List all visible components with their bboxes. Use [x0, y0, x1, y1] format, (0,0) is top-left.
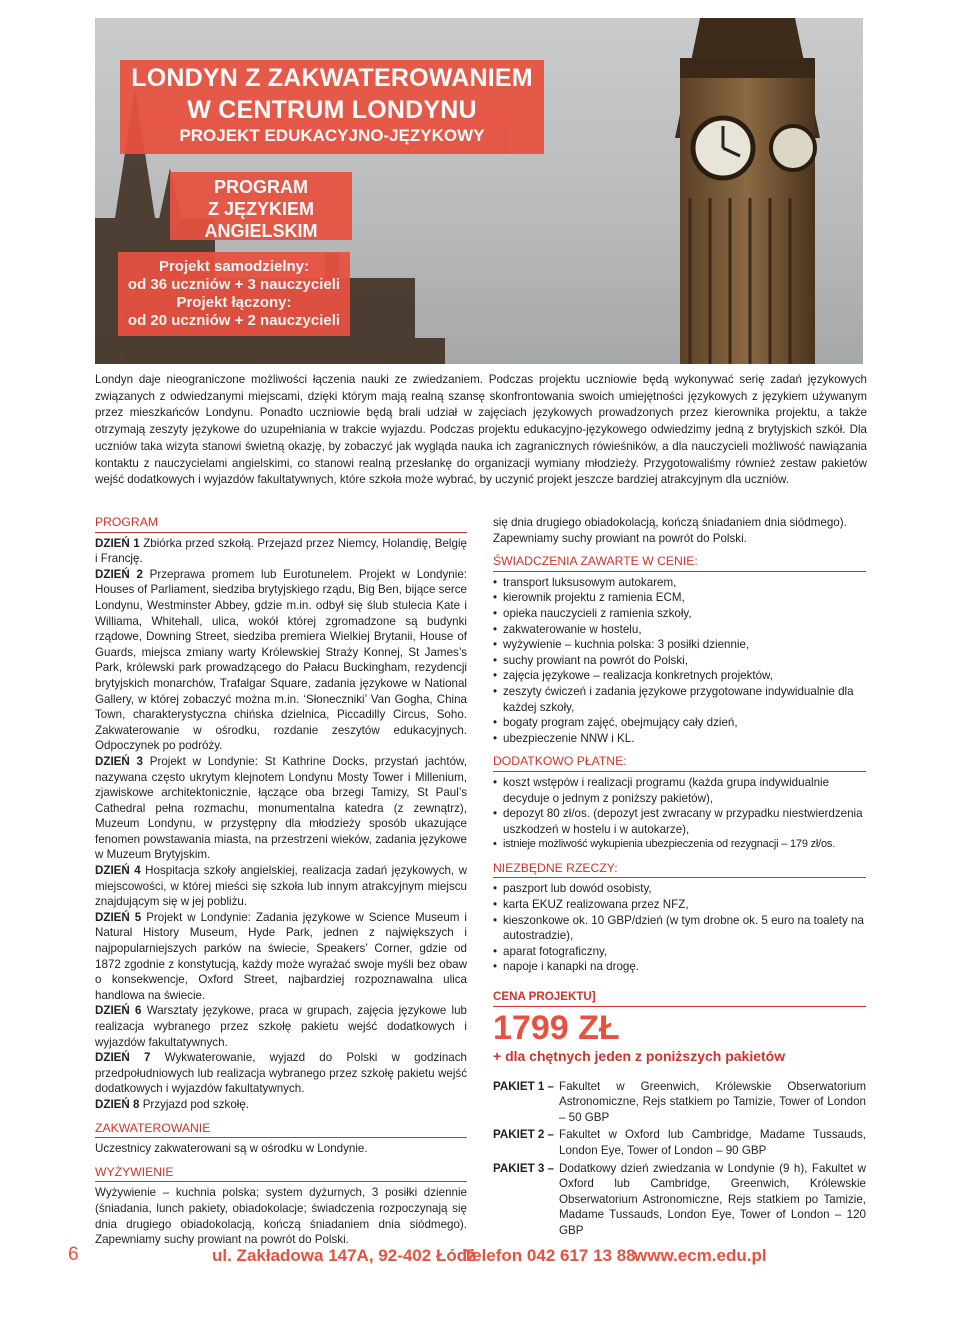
- list-item: • zakwaterowanie w hostelu,: [493, 622, 866, 638]
- package-label: PAKIET 3 –: [493, 1161, 554, 1175]
- day-item: DZIEŃ 2 Przeprawa promem lub Eurotunelem. Projekt w Londynie: Houses of Parliament, siedziba brytyjskiego rządu, Big Ben, bijące serce Londynu, Westminster Abbey, gdzie m.in. odbył się ślub stulecia Kate i Williama, Whitehall, ulica, wokół której zgromadzone są budynki rządowe, Downing Street, siedziba premiera Wielkiej Brytanii, House of Guards, miejsca zmiany warty Królewskiej Straży Konnej, St James’s Park, królewski park prowadzącego do Pałacu Buckingham, rezydencji brytyjskich monarchów, Trafalgar Square, zadania językowe w National Gallery, w której zobaczyć można m.in. ‘Słoneczniki’ Van Gogha, China Town, charakterystyczna chińska dzielnica, Piccadilly Circus, Soho. Zakwaterowanie w ośrodku, rozdanie zeszytów edukacyjnych. Odpoczynek po podróży.: [95, 567, 467, 753]
- left-column: [95, 515, 467, 1247]
- project-line4: od 20 uczniów + 2 nauczycieli: [127, 312, 341, 329]
- list-item: • napoje i kanapki na drogę.: [493, 959, 866, 975]
- package-row: [493, 1079, 866, 1126]
- list-item: • depozyt 80 zł/os. (depozyt jest zwracany w przypadku niestwierdzenia uszkodzeń w hostelu i w autokarze),: [493, 806, 866, 837]
- day-item: DZIEŃ 3 Projekt w Londynie: St Kathrine Docks, przystań jachtów, nazywana często ukrytym klejnotem Londynu Mosty Tower i Millenium, zjawiskowe architektonicznie, łączące oba brzegi Tamizy, St Paul’s Cathedral pełna rozmachu, monumentalna katedra (z zewnątrz), Muzeum Londynu, w przystępny dla młodzieży sposób ukazujące fenomen powstawania miasta, na przestrzeni wieków, zadania językowe w Muzeum Brytyjskim.: [95, 754, 467, 862]
- list-item: • zajęcia językowe – realizacja konkretnych projektów,: [493, 668, 866, 684]
- zakwaterowanie-heading: ZAKWATEROWANIE: [95, 1121, 467, 1139]
- list-item: • wyżywienie – kuchnia polska: 3 posiłki dziennie,: [493, 637, 866, 653]
- list-item: • istnieje możliwość wykupienia ubezpieczenia od rezygnacji – 179 zł/os.: [493, 837, 866, 853]
- day-item: DZIEŃ 7 Wykwaterowanie, wyjazd do Polski w godzinach przedpołudniowych lub realizacja wybranego przez szkołę pakietu wejść dodatkowych i wyjazdów fakultatywnych.: [95, 1051, 467, 1096]
- project-line3: Projekt łączony:: [176, 294, 292, 311]
- list-item: • opieka nauczycieli z ramienia szkoły,: [493, 606, 866, 622]
- package-text: Dodatkowy dzień zwiedzania w Londynie (9 h), Fakultet w Oxford lub Cambridge, Greenwich, Królewskie Obserwatorium Astronomiczne, Rejs statkiem po Tamizie, Madame Tussauds, London Eye, Tower of London – 120 GBP: [559, 1161, 866, 1237]
- wyzywienie-continuation: się dnia drugiego obiadokolacją, kończą śniadaniem dnia siódmego). Zapewniamy suchy prowiant na powrót do Polski.: [493, 516, 847, 545]
- intro-paragraph: Londyn daje nieograniczone możliwości łączenia nauki ze zwiedzaniem. Podczas projektu uczniowie będą wykonywać serię zadań językowych związanych z odwiedzanymi miejscami, dzięki którym mają realną szansę skonfrontowania swoich umiejętności językowych z językiem używanym przez mieszkańców Londynu. Ponadto uczniowie będą brali udział w zajęciach językowych prowadzonych przez kierownika projektu, a także otrzymają zeszyty językowe do uzupełniania w trakcie wyjazdu. Podczas projektu edukacyjno-językowego odwiedzimy jedną z brytyjskich szkół. Dla uczniów taka wizyta stanowi świetną okazję, by zobaczyć jak wygląda nauka ich zagranicznych rówieśników, a dla nauczycieli możliwość nawiązania kontaktu z nauczycielami angielskimi, co stanowi realną przesłankę do organizacji wymiany młodzieży. Przygotowaliśmy również zestaw pakietów wejść dodatkowych i wyjazdów fakultatywnych, które szkoła może wybrać, by uczynić projekt jeszcze bardziej atrakcyjnym dla uczniów.: [95, 373, 867, 487]
- package-label: PAKIET 2 –: [493, 1128, 554, 1142]
- dodatkowo-heading: DODATKOWO PŁATNE:: [493, 754, 866, 772]
- footer-address: ul. Zakładowa 147A, 92-402 Łódź: [212, 1246, 476, 1265]
- niezbedne-heading: NIEZBĘDNE RZECZY:: [493, 861, 866, 879]
- swiadczenia-heading: ŚWIADCZENIA ZAWARTE W CENIE:: [493, 554, 866, 572]
- project-line2: od 36 uczniów + 3 nauczycieli: [127, 276, 341, 293]
- day-item: DZIEŃ 1 Zbiórka przed szkołą. Przejazd przez Niemcy, Holandię, Belgię i Francję.: [95, 536, 467, 566]
- package-row: [493, 1127, 866, 1158]
- list-item: • transport luksusowym autokarem,: [493, 575, 866, 591]
- niezbedne-list: [493, 881, 866, 975]
- project-line1: Projekt samodzielny:: [158, 258, 310, 275]
- list-item: • bogaty program zajęć, obejmujący cały dzień,: [493, 715, 866, 731]
- footer-phone: Telefon 042 617 13 88: [463, 1246, 636, 1265]
- swiadczenia-list: [493, 575, 866, 747]
- right-column: [493, 515, 866, 1239]
- hero-title-box: [120, 60, 544, 154]
- list-item: • koszt wstępów i realizacji programu (każda grupa indywidualnie decyduje o jednym z poniższy pakietów),: [493, 775, 866, 806]
- list-item: • paszport lub dowód osobisty,: [493, 881, 866, 897]
- day-item: DZIEŃ 5 Projekt w Londynie: Zadania językowe w Science Museum i Natural History Museum, Hyde Park, jednen z największych i najpopularniejszych parków na świecie, Speakers’ Corner, gdzie od 1872 zgodnie z konstytucją, każdy może wyrażać swoje myśli bez obaw o konsekwencje, Oxford Street, najbardziej rozpoznawalna ulica handlowa na świecie.: [95, 910, 467, 1002]
- footer-website[interactable]: www.ecm.edu.pl: [634, 1246, 767, 1265]
- wyzywienie-text: Wyżywienie – kuchnia polska; system dyżurnych, 3 posiłki dziennie (śniadania, lunch pakiety, obiadokolacje; świadczenia rozpoczynają się dnia drugiego obiadokolacją, kończą śniadaniem dnia siódmego). Zapewniamy suchy prowiant na powrót do Polski.: [95, 1186, 467, 1247]
- list-item: • karta EKUZ realizowana przez NFZ,: [493, 897, 866, 913]
- day-item: DZIEŃ 6 Warsztaty językowe, praca w grupach, zajęcia językowe lub realizacja wybranego przez szkołę pakietu wejść dodatkowych i wyjazdów fakultatywnych.: [95, 1004, 467, 1049]
- price-label: CENA PROJEKTU]: [493, 989, 866, 1007]
- day-item: DZIEŃ 4 Hospitacja szkoły angielskiej, realizacja zadań językowych, w miejscowości, w której mieści się szkoła lub innym atrakcyjnym miejscu znajdującym się w jej pobliżu.: [95, 864, 467, 909]
- price-subtitle: + dla chętnych jeden z poniższych pakietów: [493, 1047, 786, 1064]
- package-text: Fakultet w Oxford lub Cambridge, Madame Tussauds, London Eye, Tower of London – 90 GBP: [559, 1128, 866, 1157]
- hero-title-line1: LONDYN Z ZAKWATEROWANIEM: [131, 64, 533, 92]
- package-row: [493, 1161, 866, 1239]
- list-item: • kierownik projektu z ramienia ECM,: [493, 590, 866, 606]
- package-text: Fakultet w Greenwich, Królewskie Obserwatorium Astronomiczne, Rejs statkiem po Tamizie, Tower of London – 50 GBP: [559, 1079, 866, 1124]
- page-number: 6: [68, 1244, 79, 1265]
- project-box: [118, 252, 350, 336]
- program-line1: PROGRAM: [214, 177, 308, 197]
- wyzywienie-heading: WYŻYWIENIE: [95, 1165, 467, 1183]
- program-heading: PROGRAM: [95, 515, 467, 533]
- day-item: DZIEŃ 8 Przyjazd pod szkołę.: [95, 1097, 250, 1111]
- hero-title-line2: W CENTRUM LONDYNU: [187, 96, 477, 124]
- program-line2: Z JĘZYKIEM ANGIELSKIM: [204, 199, 318, 241]
- hero-subtitle: PROJEKT EDUKACYJNO-JĘZYKOWY: [179, 126, 485, 145]
- list-item: • suchy prowiant na powrót do Polski,: [493, 653, 866, 669]
- list-item: • aparat fotograficzny,: [493, 944, 866, 960]
- zakwaterowanie-text: Uczestnicy zakwaterowani są w ośrodku w Londynie.: [95, 1142, 368, 1156]
- list-item: • ubezpieczenie NNW i KL.: [493, 731, 866, 747]
- list-item: • kieszonkowe ok. 10 GBP/dzień (w tym drobne ok. 5 euro na toalety na autostradzie),: [493, 913, 866, 944]
- list-item: • zeszyty ćwiczeń i zadania językowe przygotowane indywidualnie dla każdej szkoły,: [493, 684, 866, 715]
- program-box: [170, 172, 352, 240]
- dodatkowo-list: [493, 775, 866, 853]
- price-value: 1799 ZŁ: [493, 1008, 620, 1047]
- package-label: PAKIET 1 –: [493, 1079, 554, 1093]
